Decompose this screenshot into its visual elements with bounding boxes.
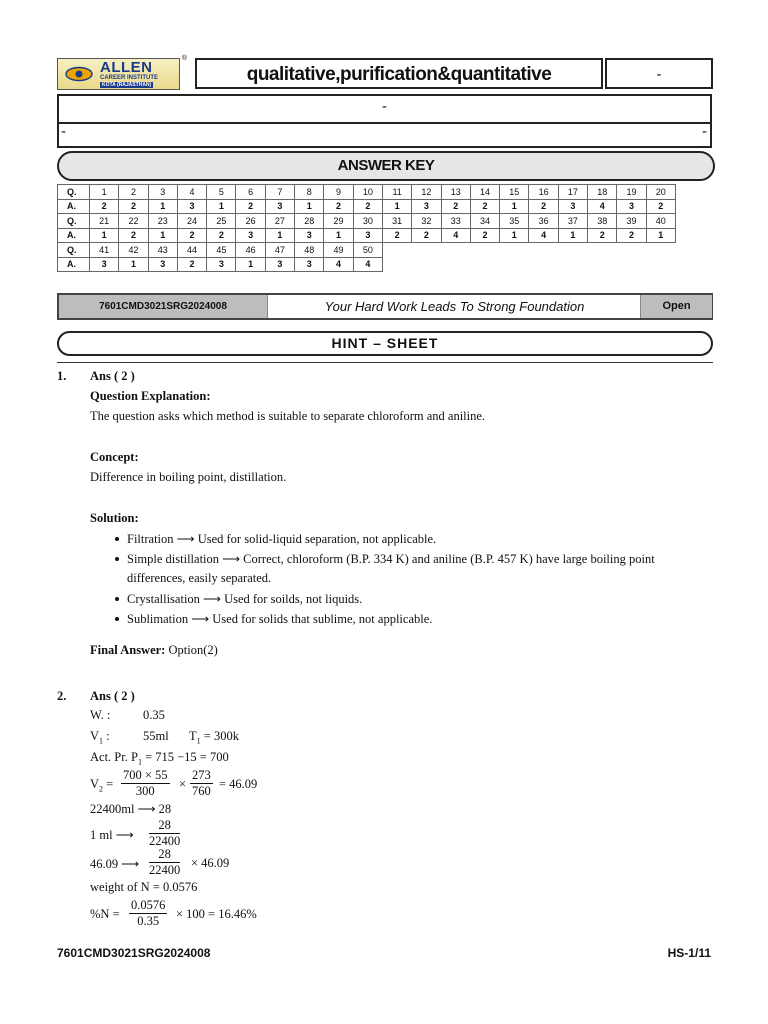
- q1-explanation-heading: Question Explanation:: [90, 389, 211, 403]
- q2-number: 2.: [57, 689, 67, 703]
- answer-row: [58, 199, 676, 214]
- answer-cell: 2: [529, 199, 558, 214]
- question-number-cell: 13: [441, 185, 470, 200]
- answer-cell: 3: [177, 199, 206, 214]
- answer-cell: 2: [617, 228, 646, 243]
- answer-row: [58, 257, 676, 272]
- logo-subtitle: CAREER INSTITUTE: [100, 75, 159, 81]
- right-info-box: [605, 58, 713, 89]
- answer-cell: 3: [295, 257, 324, 272]
- q2-weight-n: weight of N = 0.0576: [90, 880, 198, 894]
- answer-cell: 1: [646, 228, 675, 243]
- answer-cell: 4: [441, 228, 470, 243]
- q1-answer: Ans ( 2 ): [90, 369, 135, 383]
- answer-row: [58, 228, 676, 243]
- logo-location: KOTA (RAJASTHAN): [102, 82, 152, 88]
- answer-cell: 1: [382, 199, 411, 214]
- answer-cell: 2: [236, 199, 265, 214]
- q1-final-value: Option(2): [165, 643, 218, 657]
- question-number-cell: 33: [441, 214, 470, 229]
- question-number-cell: 16: [529, 185, 558, 200]
- question-number-cell: 35: [500, 214, 529, 229]
- q2-fraction-4: $\frac{28}{22400}$: [149, 847, 181, 877]
- question-number-cell: 18: [588, 185, 617, 200]
- answer-cell: 1: [119, 257, 148, 272]
- answer-key-heading: [57, 151, 715, 181]
- q1-final-label: Final Answer:: [90, 643, 166, 657]
- question-number-cell: 29: [324, 214, 353, 229]
- answer-row-label: A.: [58, 199, 90, 214]
- hint-sheet-heading-text: HINT – SHEET: [331, 335, 439, 351]
- right-info-value: -: [656, 66, 662, 83]
- q2-percent-label: %N =: [90, 907, 120, 921]
- page-title: qualitative,purification&quantitative: [246, 64, 552, 85]
- answer-cell: 2: [177, 257, 206, 272]
- answer-cell: 2: [470, 199, 499, 214]
- q1-number: 1.: [57, 369, 67, 383]
- answer-cell: 2: [441, 199, 470, 214]
- question-number-cell: 24: [177, 214, 206, 229]
- answer-cell: 2: [119, 228, 148, 243]
- answer-cell: 3: [265, 199, 294, 214]
- q1-bullet-1: Filtration ⟶ Used for solid-liquid separation, not applicable.: [127, 532, 437, 546]
- q2-times-sign: ×: [179, 777, 187, 791]
- answer-cell: 2: [412, 228, 441, 243]
- q2-v1-label: $V_1$ :: [90, 729, 110, 746]
- question-number-cell: 39: [617, 214, 646, 229]
- q2-fraction-3: $\frac{28}{22400}$: [149, 818, 181, 848]
- answer-key-table: [57, 184, 676, 272]
- question-number-cell: 8: [295, 185, 324, 200]
- answer-cell: 2: [382, 228, 411, 243]
- question-row-label: Q.: [58, 243, 90, 258]
- answer-cell: 2: [353, 199, 382, 214]
- paper-code: 7601CMD3021SRG2024008: [59, 295, 267, 318]
- answer-cell: 1: [207, 199, 236, 214]
- question-number-cell: 30: [353, 214, 382, 229]
- answer-cell: 1: [500, 199, 529, 214]
- motto: Your Hard Work Leads To Strong Foundation: [267, 295, 641, 318]
- answer-cell: 2: [119, 199, 148, 214]
- question-number-cell: 43: [148, 243, 177, 258]
- question-number-cell: 4: [177, 185, 206, 200]
- answer-cell: 1: [236, 257, 265, 272]
- answer-cell: 2: [207, 228, 236, 243]
- sub-header-left: -: [61, 123, 66, 140]
- question-number-cell: 9: [324, 185, 353, 200]
- question-number-cell: 50: [353, 243, 382, 258]
- answer-cell: 4: [324, 257, 353, 272]
- question-number-cell: 44: [177, 243, 206, 258]
- sub-header-center: -: [382, 98, 387, 115]
- question-number-cell: 6: [236, 185, 265, 200]
- footer-code: 7601CMD3021SRG2024008: [57, 946, 211, 960]
- sub-header-box: [57, 94, 712, 148]
- question-number-cell: 22: [119, 214, 148, 229]
- question-number-cell: 23: [148, 214, 177, 229]
- bullet-icon: [115, 557, 119, 561]
- title-box: [195, 58, 603, 89]
- answer-cell: 3: [265, 257, 294, 272]
- answer-cell: 4: [588, 199, 617, 214]
- question-number-cell: 7: [265, 185, 294, 200]
- divider: [57, 362, 713, 363]
- question-number-cell: 31: [382, 214, 411, 229]
- q2-fraction-5: $\frac{0.0576}{0.35}$: [131, 898, 166, 928]
- q2-v2-result: = 46.09: [219, 777, 258, 791]
- answer-cell: 1: [295, 199, 324, 214]
- question-number-cell: 47: [265, 243, 294, 258]
- answer-cell: 3: [412, 199, 441, 214]
- question-row-label: Q.: [58, 185, 90, 200]
- answer-cell: 3: [558, 199, 587, 214]
- bullet-icon: [115, 537, 119, 541]
- q2-molar-volume: 22400ml ⟶ 28: [90, 802, 172, 816]
- answer-cell: 3: [148, 257, 177, 272]
- q2-fraction-2: $\frac{273}{760}$: [192, 768, 211, 798]
- q1-solution-heading: Solution:: [90, 511, 139, 525]
- logo-text: ALLEN: [100, 59, 153, 76]
- question-number-cell: 21: [90, 214, 119, 229]
- q2-percent-result: × 100 = 16.46%: [176, 907, 257, 921]
- q2-one-ml: 1 ml ⟶: [90, 828, 134, 842]
- question-number-cell: 15: [500, 185, 529, 200]
- answer-key-heading-text: ANSWER KEY: [337, 157, 435, 174]
- question-number-cell: 14: [470, 185, 499, 200]
- answer-cell: 2: [177, 228, 206, 243]
- answer-cell: 1: [148, 199, 177, 214]
- sub-header-right: -: [702, 123, 707, 140]
- answer-cell: 4: [529, 228, 558, 243]
- answer-cell: 1: [324, 228, 353, 243]
- question-number-cell: 12: [412, 185, 441, 200]
- question-number-cell: 37: [558, 214, 587, 229]
- answer-cell: 1: [90, 228, 119, 243]
- question-number-row: [58, 243, 676, 258]
- q2-v2-label: $V_2$ =: [90, 777, 114, 794]
- question-number-cell: 17: [558, 185, 587, 200]
- question-number-cell: 3: [148, 185, 177, 200]
- question-number-cell: 11: [382, 185, 411, 200]
- bullet-icon: [115, 597, 119, 601]
- q1-bullet-4: Sublimation ⟶ Used for solids that sublime, not applicable.: [127, 612, 433, 626]
- question-number-cell: 1: [90, 185, 119, 200]
- q1-bullet-3: Crystallisation ⟶ Used for soilds, not liquids.: [127, 592, 363, 606]
- question-number-cell: 38: [588, 214, 617, 229]
- answer-cell: 3: [90, 257, 119, 272]
- q2-scaled-line: 46.09 ⟶: [90, 857, 140, 871]
- question-number-cell: 32: [412, 214, 441, 229]
- answer-row-label: A.: [58, 257, 90, 272]
- logo-emblem-icon: [64, 66, 94, 82]
- answer-cell: 1: [500, 228, 529, 243]
- answer-cell: 2: [470, 228, 499, 243]
- question-number-cell: 2: [119, 185, 148, 200]
- registered-mark: ®: [181, 55, 187, 62]
- question-number-cell: 20: [646, 185, 675, 200]
- question-number-cell: 36: [529, 214, 558, 229]
- answer-cell: 1: [558, 228, 587, 243]
- q2-fraction-1: $\frac{700 \times 55}{300}$: [123, 768, 168, 798]
- answer-cell: 3: [295, 228, 324, 243]
- question-number-cell: 46: [236, 243, 265, 258]
- q2-answer: Ans ( 2 ): [90, 689, 135, 703]
- answer-cell: 3: [617, 199, 646, 214]
- question-number-cell: 49: [324, 243, 353, 258]
- q2-actual-pressure: Act. Pr. $P_1 = 715 -15 = 700$: [90, 750, 229, 767]
- q2-t1: $T_1 = 300k$: [189, 729, 239, 746]
- hint-sheet-heading: [57, 331, 713, 356]
- answer-cell: 2: [646, 199, 675, 214]
- code-bar: [57, 293, 713, 320]
- question-number-cell: 40: [646, 214, 675, 229]
- q2-w-value: 0.35: [143, 708, 165, 722]
- answer-cell: 1: [265, 228, 294, 243]
- q1-final-answer: [90, 643, 218, 658]
- question-row-label: Q.: [58, 214, 90, 229]
- status-badge: Open: [640, 295, 712, 318]
- question-number-cell: 27: [265, 214, 294, 229]
- q1-explanation-text: The question asks which method is suitable to separate chloroform and aniline.: [90, 409, 486, 423]
- answer-cell: 2: [90, 199, 119, 214]
- question-number-cell: 5: [207, 185, 236, 200]
- sub-header-divider: [59, 122, 710, 124]
- q1-concept-heading: Concept:: [90, 450, 139, 464]
- allen-logo: [57, 55, 187, 90]
- question-number-cell: 41: [90, 243, 119, 258]
- question-number-cell: 48: [295, 243, 324, 258]
- question-number-cell: 10: [353, 185, 382, 200]
- answer-cell: 2: [324, 199, 353, 214]
- answer-cell: 2: [588, 228, 617, 243]
- bullet-icon: [115, 617, 119, 621]
- question-number-row: [58, 214, 676, 229]
- question-number-cell: 26: [236, 214, 265, 229]
- q1-bullet-2: Simple distillation ⟶ Correct, chloroform (B.P. 334 K) and aniline (B.P. 457 K) have large boiling point: [127, 552, 655, 566]
- answer-row-label: A.: [58, 228, 90, 243]
- q2-fraction-4-tail: × 46.09: [191, 856, 230, 870]
- question-number-cell: 34: [470, 214, 499, 229]
- q2-w-label: W. :: [90, 708, 111, 722]
- answer-cell: 1: [148, 228, 177, 243]
- question-number-cell: 25: [207, 214, 236, 229]
- answer-cell: 3: [236, 228, 265, 243]
- question-number-row: [58, 185, 676, 200]
- q1-concept-text: Difference in boiling point, distillation.: [90, 470, 287, 484]
- footer-page-number: HS-1/11: [667, 946, 711, 960]
- question-number-cell: 19: [617, 185, 646, 200]
- answer-cell: 4: [353, 257, 382, 272]
- question-number-cell: 28: [295, 214, 324, 229]
- answer-cell: 3: [207, 257, 236, 272]
- q1-bullet-2-cont: differences, easily separated.: [127, 571, 272, 585]
- answer-cell: 3: [353, 228, 382, 243]
- question-number-cell: 45: [207, 243, 236, 258]
- question-number-cell: 42: [119, 243, 148, 258]
- q2-v1-value: 55ml: [143, 729, 169, 743]
